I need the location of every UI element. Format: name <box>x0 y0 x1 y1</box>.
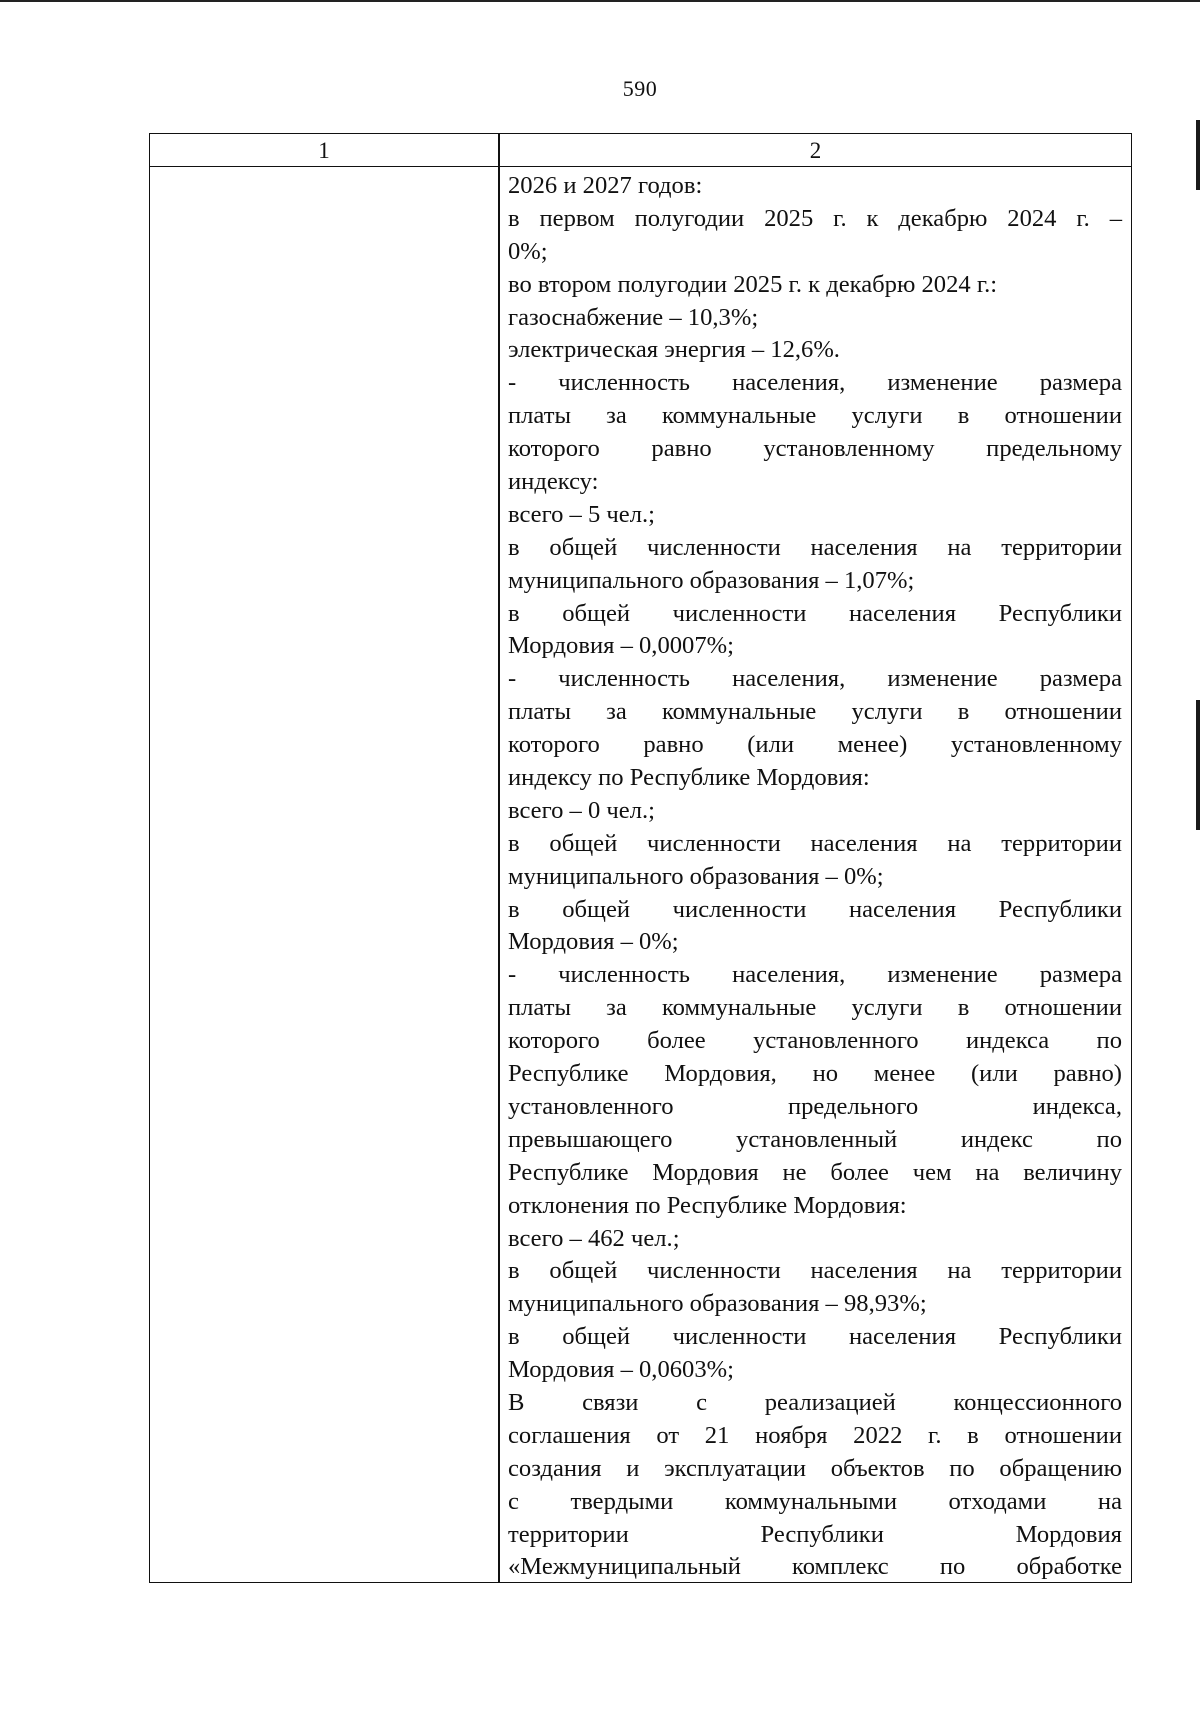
text-line: электрическая энергия – 12,6%. <box>508 336 840 364</box>
text-line: которого более установленного индекса по <box>508 1027 1122 1055</box>
text-line: 0%; <box>508 237 548 265</box>
text-line: в общей численности населения на территории <box>508 829 1122 857</box>
column-divider <box>498 134 500 1582</box>
text-line: во втором полугодии 2025 г. к декабрю 2024 г.: <box>508 270 998 298</box>
text-line: платы за коммунальные услуги в отношении <box>508 994 1122 1022</box>
text-line: создания и эксплуатации объектов по обращению <box>508 1454 1122 1482</box>
text-line: муниципального образования – 1,07%; <box>508 566 915 594</box>
text-line: муниципального образования – 98,93%; <box>508 1290 927 1318</box>
text-line: - численность населения, изменение размера <box>508 369 1122 397</box>
text-line: - численность населения, изменение размера <box>508 961 1122 989</box>
document-table <box>149 133 1132 1583</box>
text-line: индексу: <box>508 468 599 496</box>
text-line: территории Республики Мордовия <box>508 1520 1122 1548</box>
text-line: в общей численности населения Республики <box>508 895 1122 923</box>
scan-margin-mark <box>1196 120 1200 190</box>
text-line: Республике Мордовия не более чем на величину <box>508 1158 1122 1186</box>
text-line: - численность населения, изменение размера <box>508 665 1122 693</box>
text-line: отклонения по Республике Мордовия: <box>508 1191 907 1219</box>
page-number: 590 <box>622 76 658 101</box>
scan-top-edge <box>0 0 1200 2</box>
text-line: платы за коммунальные услуги в отношении <box>508 698 1122 726</box>
text-line: превышающего установленный индекс по <box>508 1125 1122 1153</box>
text-line: всего – 0 чел.; <box>508 796 655 824</box>
text-line: в общей численности населения Республики <box>508 1323 1122 1351</box>
text-line: Республике Мордовия, но менее (или равно) <box>508 1060 1122 1088</box>
text-line: муниципального образования – 0%; <box>508 862 884 890</box>
text-line: В связи с реализацией концессионного <box>508 1388 1122 1416</box>
scan-margin-mark <box>1196 700 1200 830</box>
text-line: с твердыми коммунальными отходами на <box>508 1487 1122 1515</box>
header-cell-1: 1 <box>318 138 330 163</box>
text-line: всего – 5 чел.; <box>508 500 655 528</box>
text-line: Мордовия – 0,0007%; <box>508 632 734 660</box>
text-line: всего – 462 чел.; <box>508 1224 680 1252</box>
text-line: платы за коммунальные услуги в отношении <box>508 402 1122 430</box>
text-line: Мордовия – 0%; <box>508 928 679 956</box>
text-line: установленного предельного индекса, <box>508 1092 1122 1120</box>
text-line: газоснабжение – 10,3%; <box>508 303 759 331</box>
header-cell-2: 2 <box>809 138 822 163</box>
text-line: которого равно установленному предельному <box>508 435 1122 463</box>
text-line: которого равно (или менее) установленному <box>508 731 1122 759</box>
table-cell-column-2 <box>508 170 1122 1584</box>
text-line: соглашения от 21 ноября 2022 г. в отношении <box>508 1421 1122 1449</box>
text-line: «Межмуниципальный комплекс по обработке <box>508 1553 1122 1581</box>
text-line: в общей численности населения на территории <box>508 533 1122 561</box>
text-line: индексу по Республике Мордовия: <box>508 764 870 792</box>
text-line: в общей численности населения Республики <box>508 599 1122 627</box>
table-header-row <box>150 134 1131 167</box>
text-line: 2026 и 2027 годов: <box>508 172 703 199</box>
text-line: в первом полугодии 2025 г. к декабрю 2024 г. – <box>508 204 1122 232</box>
text-line: в общей численности населения на территории <box>508 1257 1122 1285</box>
text-line: Мордовия – 0,0603%; <box>508 1356 734 1384</box>
